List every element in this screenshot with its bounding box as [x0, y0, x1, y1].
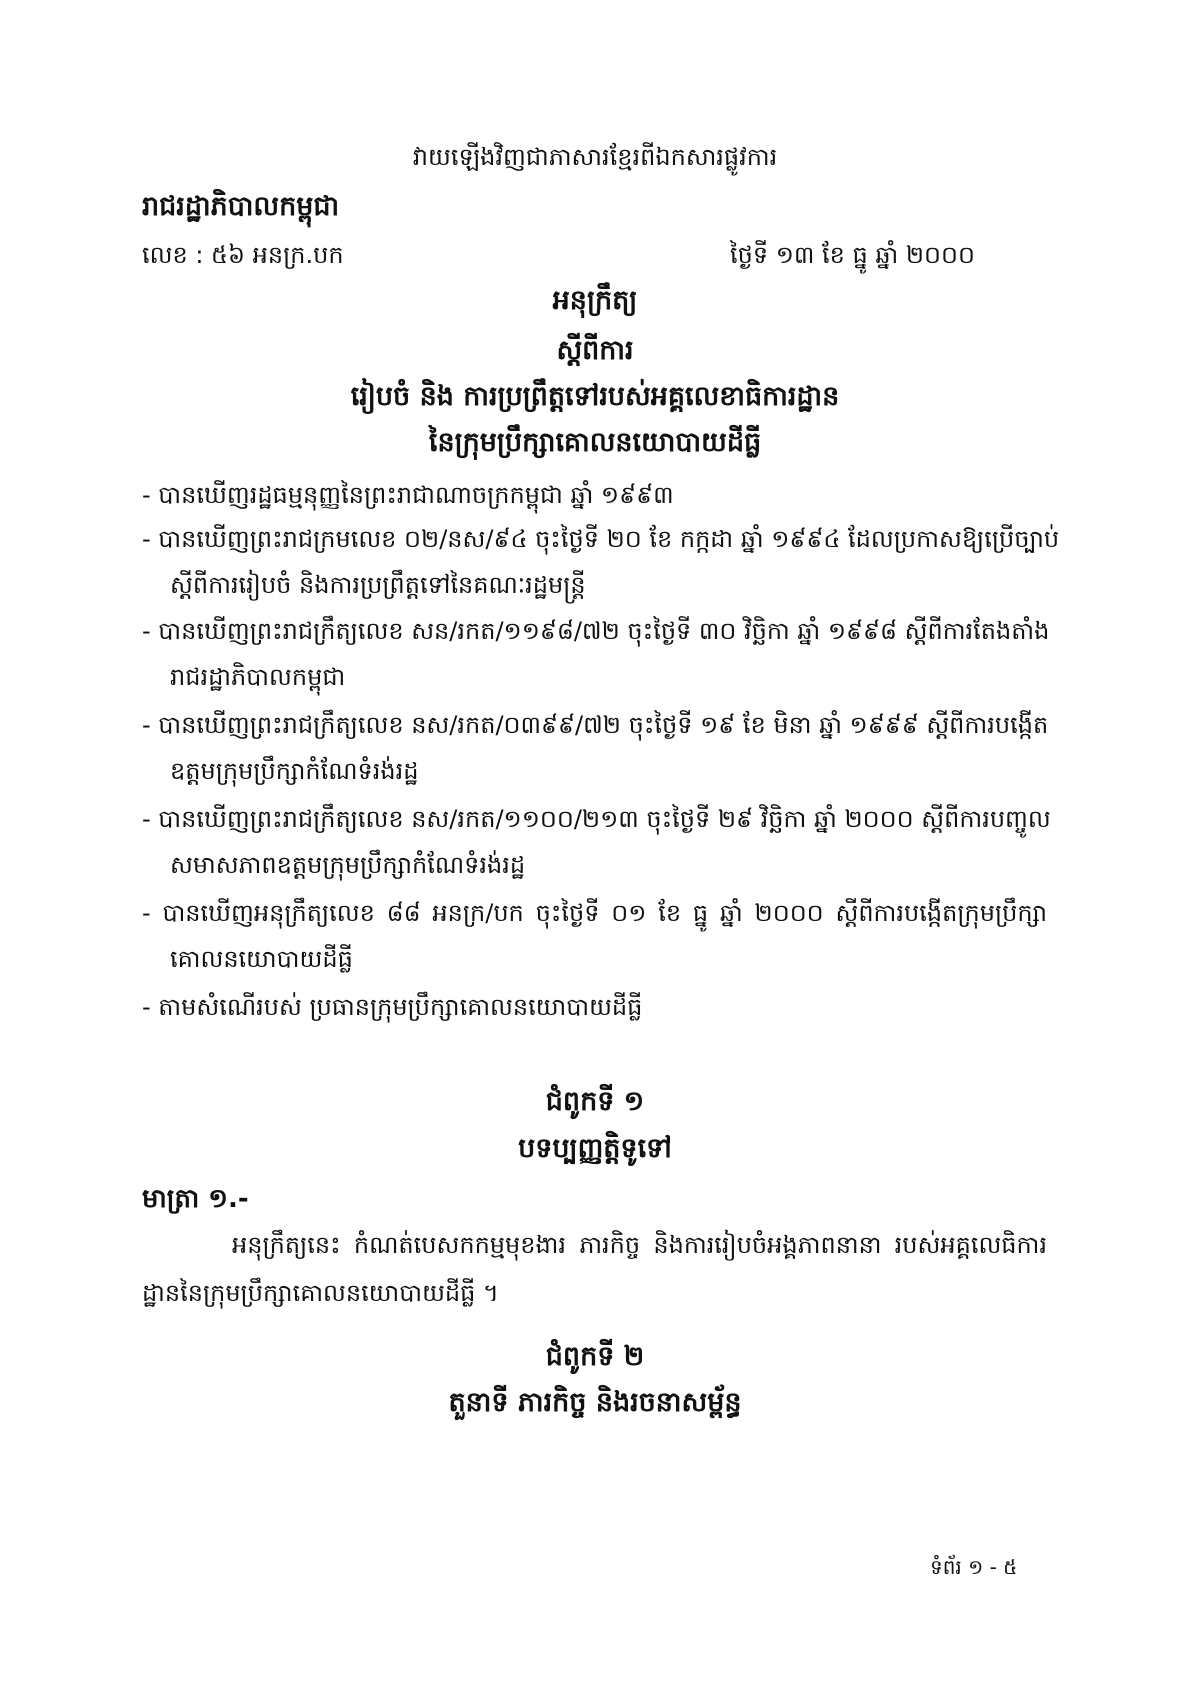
- reference-1-line1: - បានឃើញរដ្ឋធម្មនុញ្ញនៃព្រះរាជាណាចក្រកម្ពុជា ឆ្នាំ ១៩៩៣: [142, 481, 674, 509]
- official-note: វាយឡើងវិញជាភាសារខ្មែរពីឯកសារផ្លូវការ: [412, 143, 778, 171]
- decree-subject-line1: រៀបចំ និង ការប្រព្រឹត្តទៅរបស់អគ្គលេខាធិការដ្ឋាន: [350, 381, 840, 412]
- article1-body-line1: អនុក្រឹត្យនេះ កំណត់បេសកកម្មមុខងារ ភារកិច្ច និងការរៀបចំអង្គភាពនានា របស់អគ្គលេធិការ: [232, 1231, 1047, 1259]
- chapter1-heading: ជំពូកទី ១: [545, 1086, 645, 1117]
- article1-body-line2: ដ្ឋាននៃក្រុមប្រឹក្សាគោលនយោបាយដីធ្លី ។: [142, 1279, 499, 1307]
- reference-2-line2: ស្តីពីការរៀបចំ និងការប្រព្រឹត្តទៅនៃគណៈរដ្ឋមន្ត្រី: [170, 571, 586, 599]
- decree-subject-line2: នៃក្រុមប្រឹក្សាគោលនយោបាយដីធ្លី: [428, 427, 762, 458]
- chapter1-title: បទប្បញ្ញត្តិទូទៅ: [518, 1133, 672, 1164]
- reference-6-line1: - បានឃើញអនុក្រឹត្យលេខ ៨៨ អនក្រ/បក ចុះថ្ងៃទី ០១ ខែ ធ្នូ ឆ្នាំ ២០០០ ស្តីពីការបង្កើតក្រុមប្រឹក្សា: [142, 899, 1047, 927]
- reference-5-line2: សមាសភាពឧត្តមក្រុមប្រឹក្សាកំណែទំរង់រដ្ឋ: [170, 851, 526, 879]
- reference-3-line2: រាជរដ្ឋាភិបាលកម្ពុជា: [170, 663, 346, 691]
- reference-6-line2: គោលនយោបាយដីធ្លី: [170, 945, 353, 973]
- decree-number: លេខ : ៥៦ អនក្រ.បក: [142, 241, 344, 269]
- reference-3-line1: - បានឃើញព្រះរាជក្រឹត្យលេខ សន/រកត/១១៩៨/៧២ ចុះថ្ងៃទី ៣០ វិច្ឆិកា ឆ្នាំ ១៩៩៨ ស្តីពីការតែងតាំង: [142, 617, 1050, 645]
- article1-heading: មាត្រា ១.-: [142, 1184, 249, 1214]
- reference-2-line1: - បានឃើញព្រះរាជក្រមលេខ ០២/នស/៩៤ ចុះថ្ងៃទី ២០ ខែ កក្កដា ឆ្នាំ ១៩៩៤ ដែលប្រកាសឱ្យប្រើច្បាប់: [142, 525, 1060, 553]
- page-number: ទំព័រ ១ - ៥: [930, 1555, 1018, 1579]
- reference-4-line2: ឧត្តមក្រុមប្រឹក្សាកំណែទំរង់រដ្ឋ: [170, 757, 419, 785]
- decree-title: អនុក្រឹត្យ: [552, 285, 638, 316]
- government-name: រាជរដ្ឋាភិបាលកម្ពុជា: [142, 191, 340, 222]
- decree-date: ថ្ងៃទី ១៣ ខែ ធ្នូ ឆ្នាំ ២០០០: [730, 241, 975, 269]
- chapter2-heading: ជំពូកទី ២: [545, 1341, 645, 1372]
- decree-about: ស្តីពីការ: [556, 335, 634, 366]
- chapter2-title: តួនាទី ភារកិច្ច និងរចនាសម្ព័ន្ធ: [448, 1387, 742, 1418]
- reference-5-line1: - បានឃើញព្រះរាជក្រឹត្យលេខ នស/រកត/១១០០/២១៣ ចុះថ្ងៃទី ២៩ វិច្ឆិកា ឆ្នាំ ២០០០ ស្តីពីការបញ្ចូល: [142, 805, 1051, 833]
- reference-7-line1: - តាមសំណើរបស់ ប្រធានក្រុមប្រឹក្សាគោលនយោបាយដីធ្លី: [142, 993, 643, 1021]
- reference-4-line1: - បានឃើញព្រះរាជក្រឹត្យលេខ នស/រកត/០៣៩៩/៧២ ចុះថ្ងៃទី ១៩ ខែ មិនា ឆ្នាំ ១៩៩៩ ស្តីពីការបង្កើត: [142, 711, 1049, 739]
